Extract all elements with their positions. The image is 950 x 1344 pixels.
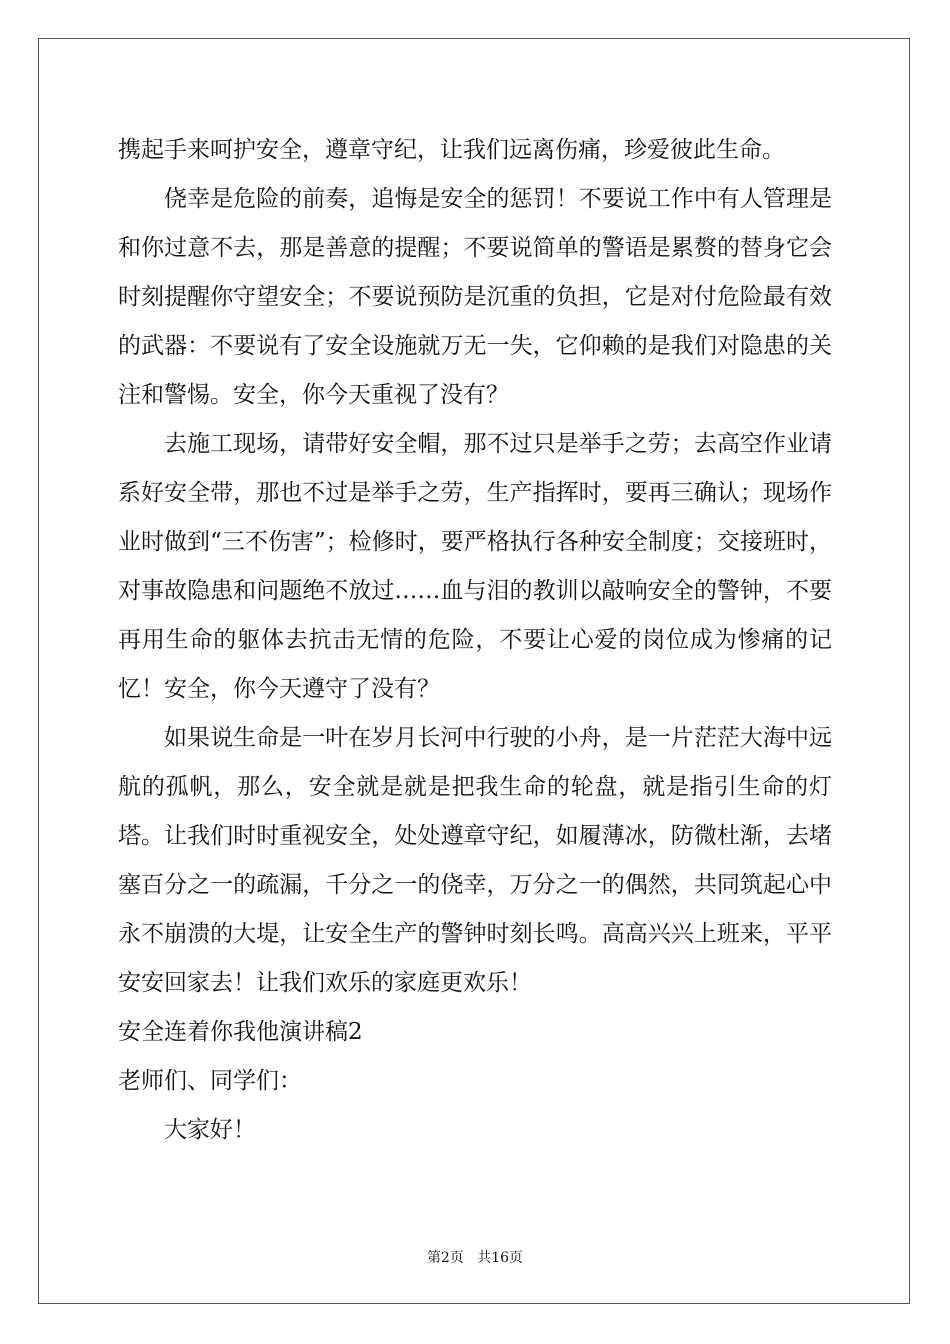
page-footer bbox=[0, 1247, 950, 1267]
page-total: 共16页 bbox=[477, 1250, 524, 1266]
paragraph: 去施工现场，请带好安全帽，那不过只是举手之劳；去高空作业请系好安全带，那也不过是举手之劳，生产指挥时，要再三确认；现场作业时做到“三不伤害”；检修时，要严格执行各种安全制度；交接班时，对事故隐患和问题绝不放过……血与泪的教训以敲响安全的警钟，不要再用生命的躯体去抗击无情的危险，不要让心爱的岗位成为惨痛的记忆！安全，你今天遵守了没有？ bbox=[118, 431, 832, 702]
paragraph: 侥幸是危险的前奏，追悔是安全的惩罚！不要说工作中有人管理是和你过意不去，那是善意的提醒；不要说简单的警语是累赘的替身它会时刻提醒你守望安全；不要说预防是沉重的负担，它是对付危险最有效的武器：不要说有了安全设施就万无一失，它仰赖的是我们对隐患的关注和警惕。安全，你今天重视了没有？ bbox=[118, 186, 832, 408]
section-title: 安全连着你我他演讲稿2 bbox=[118, 1019, 363, 1045]
salutation: 老师们、同学们： bbox=[118, 1068, 302, 1094]
document-body bbox=[118, 126, 832, 1155]
paragraph: 携起手来呵护安全，遵章守纪，让我们远离伤痛，珍爱彼此生命。 bbox=[118, 137, 785, 163]
paragraph: 如果说生命是一叶在岁月长河中行驶的小舟，是一片茫茫大海中远航的孤帆，那么，安全就是就是把我生命的轮盘，就是指引生命的灯塔。让我们时时重视安全，处处遵章守纪，如履薄冰，防微杜渐，去堵塞百分之一的疏漏，千分之一的侥幸，万分之一的偶然，共同筑起心中永不崩溃的大堤，让安全生产的警钟时刻长鸣。高高兴兴上班来，平平安安回家去！让我们欢乐的家庭更欢乐！ bbox=[118, 725, 832, 996]
page-number: 第2页 bbox=[426, 1250, 464, 1266]
greeting: 大家好！ bbox=[164, 1117, 256, 1143]
